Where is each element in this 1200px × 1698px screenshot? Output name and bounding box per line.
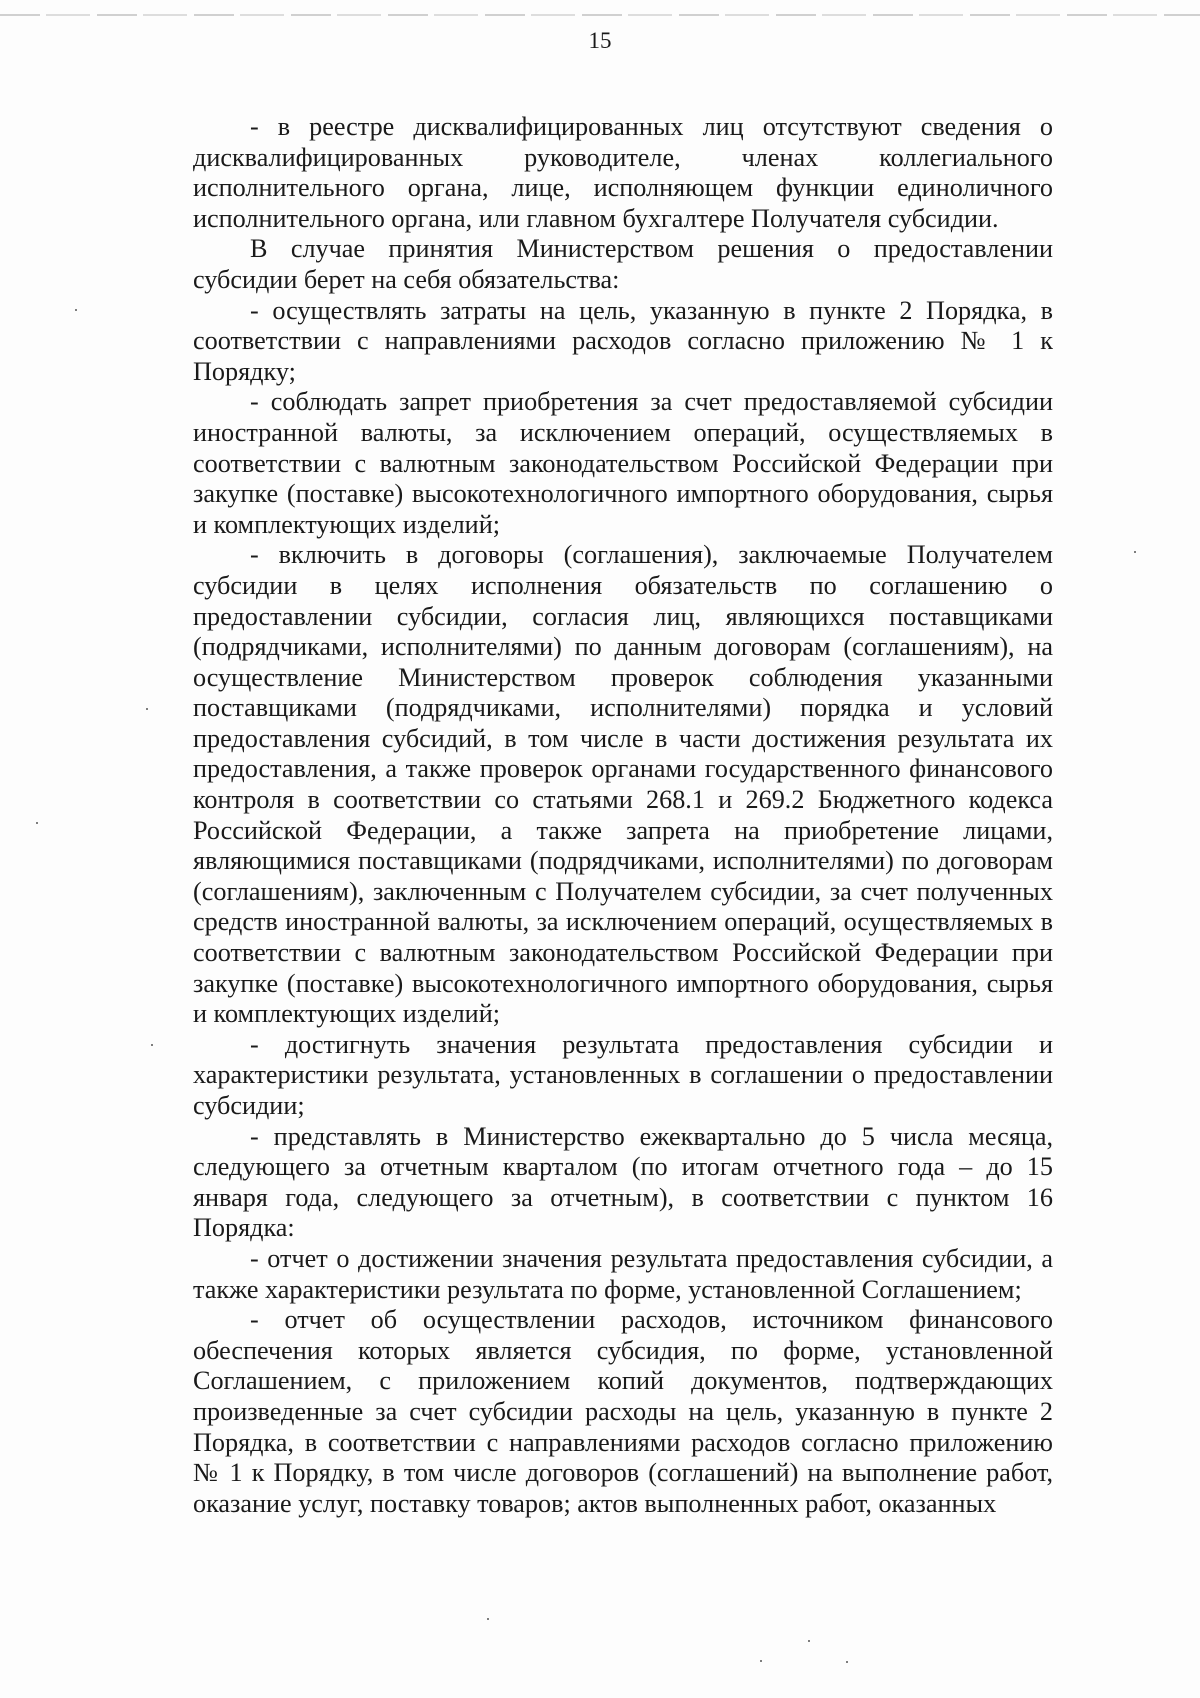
scan-speck	[36, 822, 38, 824]
paragraph: - включить в договоры (соглашения), заключаемые Получателем субсидии в целях исполнения обязательств по соглашению о предоставлении субсидии, согласия лиц, являющихся поставщиками (подрядчиками, исполнителями) по данным договорам (соглашениям), на осуществление Министерством проверок соблюдения указанными поставщиками (подрядчиками, исполнителями) порядка и условий предоставления субсидий, в том числе в части достижения результата их предоставления, а также проверок органами государственного финансового контроля в соответствии со статьями 268.1 и 269.2 Бюджетного кодекса Российской Федерации, а также запрета на приобретение лицами, являющимися поставщиками (подрядчиками, исполнителями) по договорам (соглашениям), заключенным с Получателем субсидии, за счет полученных средств иностранной валюты, за исключением операций, осуществляемых в соответствии с валютным законодательством Российской Федерации при закупке (поставке) высокотехнологичного импортного оборудования, сырья и комплектующих изделий;	[193, 540, 1053, 1029]
paragraph: - в реестре дисквалифицированных лиц отсутствуют сведения о дисквалифицированных руководителе, членах коллегиального исполнительного органа, лице, исполняющем функции единоличного исполнительного органа, или главном бухгалтере Получателя субсидии.	[193, 112, 1053, 233]
scan-speck	[146, 708, 148, 710]
scan-speck	[1134, 551, 1136, 553]
page-number: 15	[588, 28, 612, 53]
scan-speck	[487, 1618, 489, 1620]
document-body	[193, 112, 1053, 1519]
scan-speck	[760, 1660, 762, 1662]
paragraph: - отчет об осуществлении расходов, источником финансового обеспечения которых является субсидия, по форме, установленной Соглашением, с приложением копий документов, подтверждающих произведенные за счет субсидии расходы на цель, указанную в пункте 2 Порядка, в соответствии с направлениями расходов согласно приложению № 1 к Порядку, в том числе договоров (соглашений) на выполнение работ, оказание услуг, поставку товаров; актов выполненных работ, оказанных	[193, 1305, 1053, 1518]
paragraph: - достигнуть значения результата предоставления субсидии и характеристики результата, установленных в соглашении о предоставлении субсидии;	[193, 1029, 1053, 1120]
paragraph: - отчет о достижении значения результата предоставления субсидии, а также характеристики результата по форме, установленной Соглашением;	[193, 1243, 1053, 1304]
scan-edge-artifact	[0, 14, 1200, 16]
scan-speck	[846, 1661, 848, 1663]
paragraph: - представлять в Министерство ежеквартально до 5 числа месяца, следующего за отчетным кварталом (по итогам отчетного года – до 15 января года, следующего за отчетным), в соответствии с пунктом 16 Порядка:	[193, 1121, 1053, 1243]
paragraph: - соблюдать запрет приобретения за счет предоставляемой субсидии иностранной валюты, за исключением операций, осуществляемых в соответствии с валютным законодательством Российской Федерации при закупке (поставке) высокотехнологичного импортного оборудования, сырья и комплектующих изделий;	[193, 387, 1053, 539]
scan-speck	[151, 1044, 153, 1046]
paragraph: В случае принятия Министерством решения о предоставлении субсидии берет на себя обязательства:	[193, 234, 1053, 294]
scan-speck	[808, 1640, 810, 1642]
scan-speck	[75, 309, 77, 311]
paragraph: - осуществлять затраты на цель, указанную в пункте 2 Порядка, в соответствии с направлениями расходов согласно приложению № 1 к Порядку;	[193, 295, 1053, 386]
